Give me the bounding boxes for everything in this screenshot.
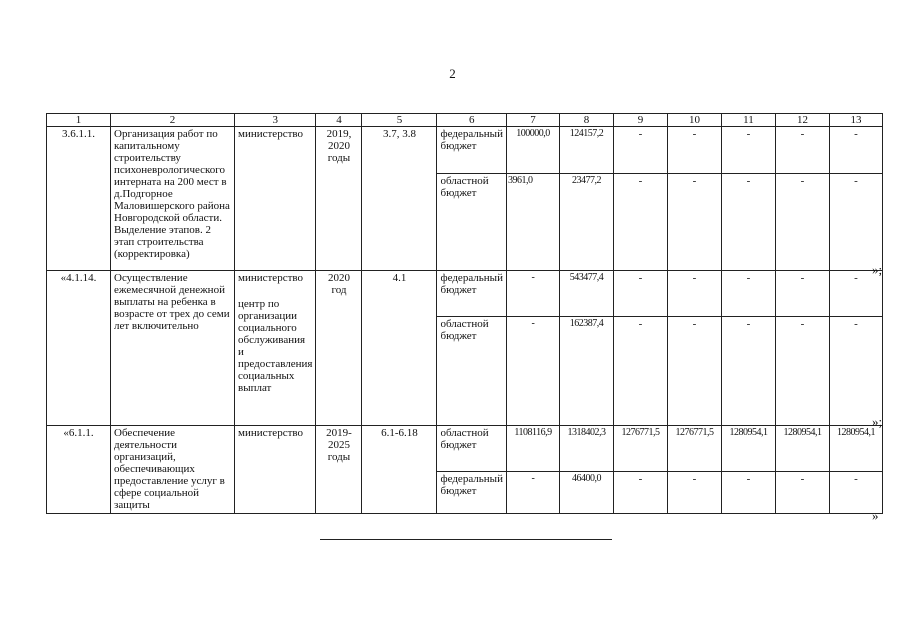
value-cell: -	[667, 317, 721, 426]
column-header: 3	[235, 114, 316, 127]
column-header: 9	[613, 114, 667, 127]
executor-cell	[235, 271, 316, 426]
measure-name: Осуществление ежемесячной денежной выплаты на ребенка в возрасте от трех до семи лет включительно	[111, 271, 235, 426]
value-cell: -	[506, 472, 559, 514]
funding-source: областной бюджет	[437, 317, 507, 426]
value-cell: 543477,4	[559, 271, 613, 317]
value-cell: -	[829, 271, 882, 317]
value-cell: 124157,2	[559, 127, 613, 174]
value-cell: -	[775, 127, 829, 174]
value-cell: -	[506, 271, 559, 317]
value-cell: -	[667, 127, 721, 174]
executor: министерство	[235, 426, 316, 514]
value-cell: -	[775, 174, 829, 271]
value-cell: 1276771,5	[613, 426, 667, 472]
funding-source: областной бюджет	[437, 174, 507, 271]
value-cell: -	[506, 317, 559, 426]
value-cell: -	[775, 271, 829, 317]
value-cell: -	[721, 127, 775, 174]
budget-table	[46, 113, 883, 514]
value-cell: -	[775, 472, 829, 514]
value-cell: 1108116,9	[506, 426, 559, 472]
measure-name: Организация работ по капитальному строительству психоневрологического интерната на 200 мест в д.Подгорное Маловишерского района Новгородской области. Выделение этапов. 2 этап строительства (корректировка)	[111, 127, 235, 271]
column-header: 1	[47, 114, 111, 127]
value-cell: -	[721, 271, 775, 317]
value-cell: -	[721, 174, 775, 271]
measure-number: «6.1.1.	[47, 426, 111, 514]
value-cell: -	[613, 127, 667, 174]
value-cell: -	[721, 317, 775, 426]
value-cell: -	[667, 472, 721, 514]
value-cell: -	[613, 472, 667, 514]
executor: министерство	[235, 127, 316, 271]
column-header: 12	[775, 114, 829, 127]
column-header: 5	[362, 114, 437, 127]
funding-source: федеральный бюджет	[437, 472, 507, 514]
years: 2020 год	[316, 271, 362, 426]
value-cell: 1280954,1	[775, 426, 829, 472]
column-header: 13	[829, 114, 882, 127]
value-cell: 1318402,3	[559, 426, 613, 472]
column-header: 2	[111, 114, 235, 127]
value-cell: -	[667, 271, 721, 317]
years: 2019-2025 годы	[316, 426, 362, 514]
executor-secondary: центр по организации социального обслуживания и предоставления социальных выплат	[238, 298, 313, 394]
value-cell: -	[667, 174, 721, 271]
years: 2019, 2020 годы	[316, 127, 362, 271]
value-cell: -	[829, 472, 882, 514]
funding-source: федеральный бюджет	[437, 271, 507, 317]
page-number: 2	[449, 66, 456, 81]
value-cell: -	[829, 127, 882, 174]
column-header: 6	[437, 114, 507, 127]
funding-source: областной бюджет	[437, 426, 507, 472]
table-row	[47, 271, 883, 317]
column-header: 4	[316, 114, 362, 127]
target-indicator: 3.7, 3.8	[362, 127, 437, 271]
row-closing-mark: »	[872, 508, 879, 523]
table-row	[47, 426, 883, 472]
column-header: 7	[506, 114, 559, 127]
value-cell: -	[721, 472, 775, 514]
value-cell: 1280954,1	[721, 426, 775, 472]
value-cell: 162387,4	[559, 317, 613, 426]
value-cell: 23477,2	[559, 174, 613, 271]
footer-rule	[320, 539, 612, 540]
measure-name: Обеспечение деятельности организаций, обеспечивающих предоставление услуг в сфере социальной защиты	[111, 426, 235, 514]
target-indicator: 4.1	[362, 271, 437, 426]
value-cell: -	[613, 271, 667, 317]
value-cell: 1276771,5	[667, 426, 721, 472]
header-row	[47, 114, 883, 127]
value-cell: -	[829, 317, 882, 426]
value-cell: 3961,0	[506, 174, 559, 271]
row-closing-mark: »;	[872, 414, 883, 429]
table-row	[47, 127, 883, 174]
target-indicator: 6.1-6.18	[362, 426, 437, 514]
value-cell: 1280954,1	[829, 426, 882, 472]
row-closing-mark: »;	[872, 262, 883, 277]
value-cell: -	[613, 174, 667, 271]
column-header: 11	[721, 114, 775, 127]
funding-source: федеральный бюджет	[437, 127, 507, 174]
value-cell: -	[613, 317, 667, 426]
executor: министерство	[238, 272, 304, 284]
value-cell: -	[775, 317, 829, 426]
column-header: 8	[559, 114, 613, 127]
measure-number: «4.1.14.	[47, 271, 111, 426]
value-cell: 100000,0	[506, 127, 559, 174]
value-cell: 46400,0	[559, 472, 613, 514]
value-cell: -	[829, 174, 882, 271]
column-header: 10	[667, 114, 721, 127]
measure-number: 3.6.1.1.	[47, 127, 111, 271]
